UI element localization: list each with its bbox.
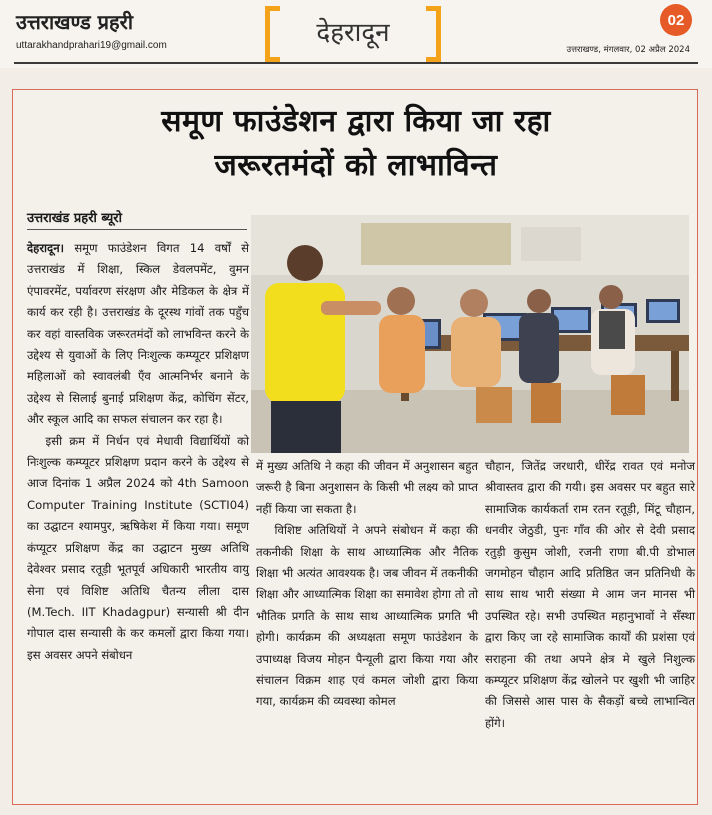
article-box	[12, 89, 698, 805]
article-column-2	[256, 456, 478, 713]
article-column-3	[485, 456, 695, 734]
dateline-lead: देहरादून।	[27, 241, 65, 255]
newspaper-email: uttarakhandprahari19@gmail.com	[16, 40, 167, 51]
section-label: देहरादून	[316, 18, 390, 48]
headline-line-1: समूण फाउंडेशन द्वारा किया जा रहा	[161, 104, 551, 139]
masthead-divider	[14, 62, 698, 64]
article-headline	[13, 100, 699, 188]
right-bracket-decoration	[426, 6, 441, 62]
left-bracket-decoration	[265, 6, 280, 62]
news-photo	[251, 215, 689, 453]
paragraph-text: समूण फाउंडेशन विगत 14 वर्षों से उत्तराखंड में शिक्षा, स्किल डेवलपमेंट, वुमन एंपावरमेंट, पर्यावरण संरक्षण और मेडिकल के क्षेत्र में कार्य कर रही है। उत्तराखंड के दूरस्थ गांवों तक पहुँच कर वहां वास्तविक जरूरतमंदों को लाभविन्त करने के उद्देश्य से युवाओं के लिए निःशुल्क कम्प्यूटर प्रशिक्षण महिलाओं को स्वावलंबी एँव आत्मनिर्भर बनाने के उद्देश्य से सिलाई बुनाई प्रशिक्षण केंद्र, कोचिंग सेंटर, और स्कूल आदि का सफल संचालन कर रहा है।	[27, 241, 249, 427]
paragraph: में मुख्य अतिथि ने कहा की जीवन में अनुशासन बहुत जरूरी है बिना अनुशासन के किसी भी लक्ष्य को प्राप्त नहीं किया जा सकता है।	[256, 459, 478, 516]
computer-lab-photo	[251, 215, 689, 453]
section-title	[265, 6, 441, 56]
masthead	[0, 0, 712, 68]
byline: उत्तराखंड प्रहरी ब्यूरो	[27, 208, 247, 230]
newspaper-name: उत्तराखण्ड प्रहरी	[16, 10, 134, 34]
paragraph	[27, 238, 249, 431]
page-number-badge: 02	[660, 4, 692, 36]
paragraph: चौहान, जितेंद्र जरधारी, धीरेंद्र रावत एवं मनोज श्रीवास्तव द्वारा की गयी। इस अवसर पर बहुत सारे सामाजिक कार्यकर्ता राम रतन रतूड़ी, मिंटू चौहान, धनवीर जेठुडी, पुनः गाँव की ओर से देवी प्रसाद रतुड़ी कुसुम जोशी, रजनी राणा बी.पी डोभाल जगमोहन चौहान आदि प्रतिष्ठित जन प्रतिनिधी के साथ साथ भारी संख्या मे आम जन मानस भी उपस्थित रहे। सभी उपस्थित महानुभावों ने सँस्था द्वारा किए जा रहे सामाजिक कार्यों की प्रशंसा एवं सराहना की तथा अपने क्षेत्र मे खुले निशुल्क कम्प्यूटर प्रशिक्षण केंद्र खोलने पर खुशी भी जाहिर की जिससे आस पास के सैकड़ों बच्चे लाभान्वित होंगे।	[485, 459, 695, 730]
paragraph: विशिष्ट अतिथियों ने अपने संबोधन में कहा की तकनीकी शिक्षा के साथ आध्यात्मिक और नैतिक शिक्षा भी अत्यंत आवश्यक है। जब जीवन में तकनीकी शिक्षा और आध्यात्मिक शिक्षा का समावेश होगा तो तो भौतिक प्रगति के साथ साथ आध्यात्मिक प्रगति भी होगी। कार्यक्रम की अध्यक्षता समूण फाउंडेशन के उपाध्यक्ष विजय मोहन पैन्यूली द्वारा किया गया और संचालन विक्रम शाह एवं कमल जोशी द्वारा किया गया, कार्यक्रम की व्यवस्था कोमल	[256, 523, 478, 709]
dateline: उत्तराखण्ड, मंगलवार, 02 अप्रैल 2024	[566, 45, 690, 55]
paragraph: इसी क्रम में निर्धन एवं मेधावी विद्यार्थियों को निःशुल्क कम्प्यूटर प्रशिक्षण प्रदान करने के उद्देश्य से आज दिनांक 1 अप्रैल 2024 को 4th Samoon Computer Training Institute (SCTI04) का उद्घाटन श्यामपुर, ऋषिकेश में किया गया। समूण कंप्यूटर प्रशिक्षण केंद्र का उद्घाटन मुख्य अतिथि देवेश्वर प्रसाद रतूड़ी भूतपूर्व अधिकारी भारतीय वायु सेना एवं विशिष्ट अतिथि चैतन्य लीला दास (M.Tech. IIT Khadagpur) सन्यासी श्री दीन गोपाल दास सन्यासी के कर कमलों द्वारा किया गया। इस अवसर अपने संबोधन	[27, 433, 249, 662]
article-column-1	[27, 238, 249, 666]
headline-line-2: जरूरतमंदों को लाभाविन्त	[214, 148, 498, 183]
